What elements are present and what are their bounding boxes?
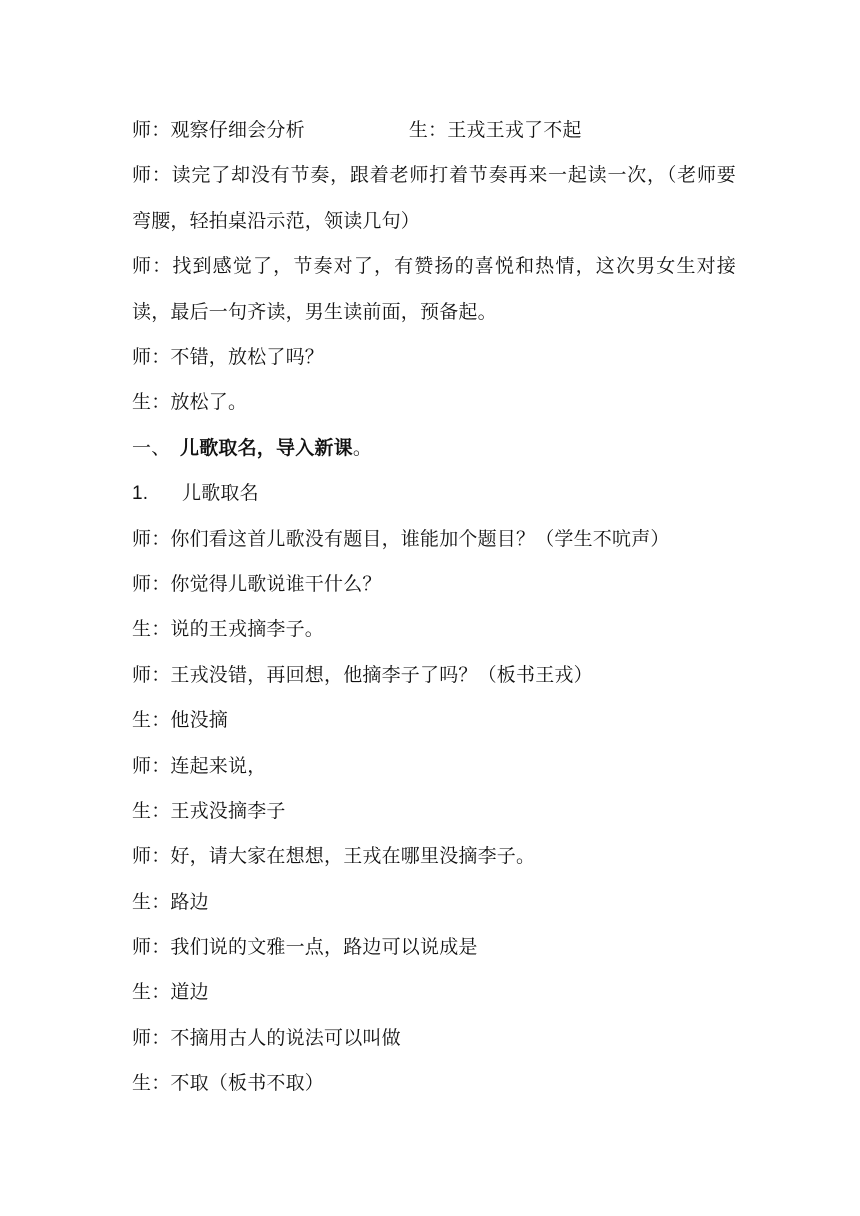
paragraph: 师：好，请大家在想想，王戎在哪里没摘李子。: [132, 845, 536, 868]
paragraph-dialogue-pair: [132, 108, 736, 153]
paragraph: 师：找到感觉了，节奏对了，有赞扬的喜悦和热情，这次男女生对接读，最后一句齐读，男生读前面，预备起。: [132, 255, 736, 323]
paragraph: 师：王戎没错，再回想，他摘李子了吗？（板书王戎）: [132, 663, 593, 686]
subsection-number: 1.: [132, 483, 149, 505]
paragraph: 师：连起来说，: [132, 754, 267, 777]
subsection-title: 儿歌取名: [182, 482, 259, 505]
student-line: 生：王戎王戎了不起: [408, 119, 582, 141]
paragraph: 师：我们说的文雅一点，路边可以说成是: [132, 936, 478, 959]
paragraph: 师：不摘用古人的说法可以叫做: [132, 1026, 401, 1049]
section-number: 一、: [132, 436, 171, 459]
paragraph: 生：放松了。: [132, 391, 248, 414]
paragraph: 师：你们看这首儿歌没有题目，谁能加个题目？（学生不吭声）: [132, 527, 670, 550]
paragraph: 师：不错，放松了吗？: [132, 346, 325, 369]
section-title-period: 。: [352, 436, 373, 459]
document-body: [132, 108, 736, 1107]
teacher-line: 师：观察仔细会分析: [132, 119, 305, 141]
section-heading: [132, 426, 736, 471]
paragraph: 生：道边: [132, 981, 209, 1004]
paragraph: 生：不取（板书不取）: [132, 1072, 325, 1095]
paragraph: 生：王戎没摘李子: [132, 799, 286, 822]
paragraph: 生：说的王戎摘李子。: [132, 618, 325, 641]
paragraph: 师：你觉得儿歌说谁干什么？: [132, 572, 382, 595]
section-title: 儿歌取名，导入新课: [180, 436, 353, 459]
paragraph: 生：他没摘: [132, 709, 229, 732]
subsection-heading: [132, 471, 736, 516]
paragraph: 生：路边: [132, 890, 209, 913]
paragraph: 师：读完了却没有节奏，跟着老师打着节奏再来一起读一次，（老师要弯腰，轻拍桌沿示范，领读几句）: [132, 164, 736, 232]
